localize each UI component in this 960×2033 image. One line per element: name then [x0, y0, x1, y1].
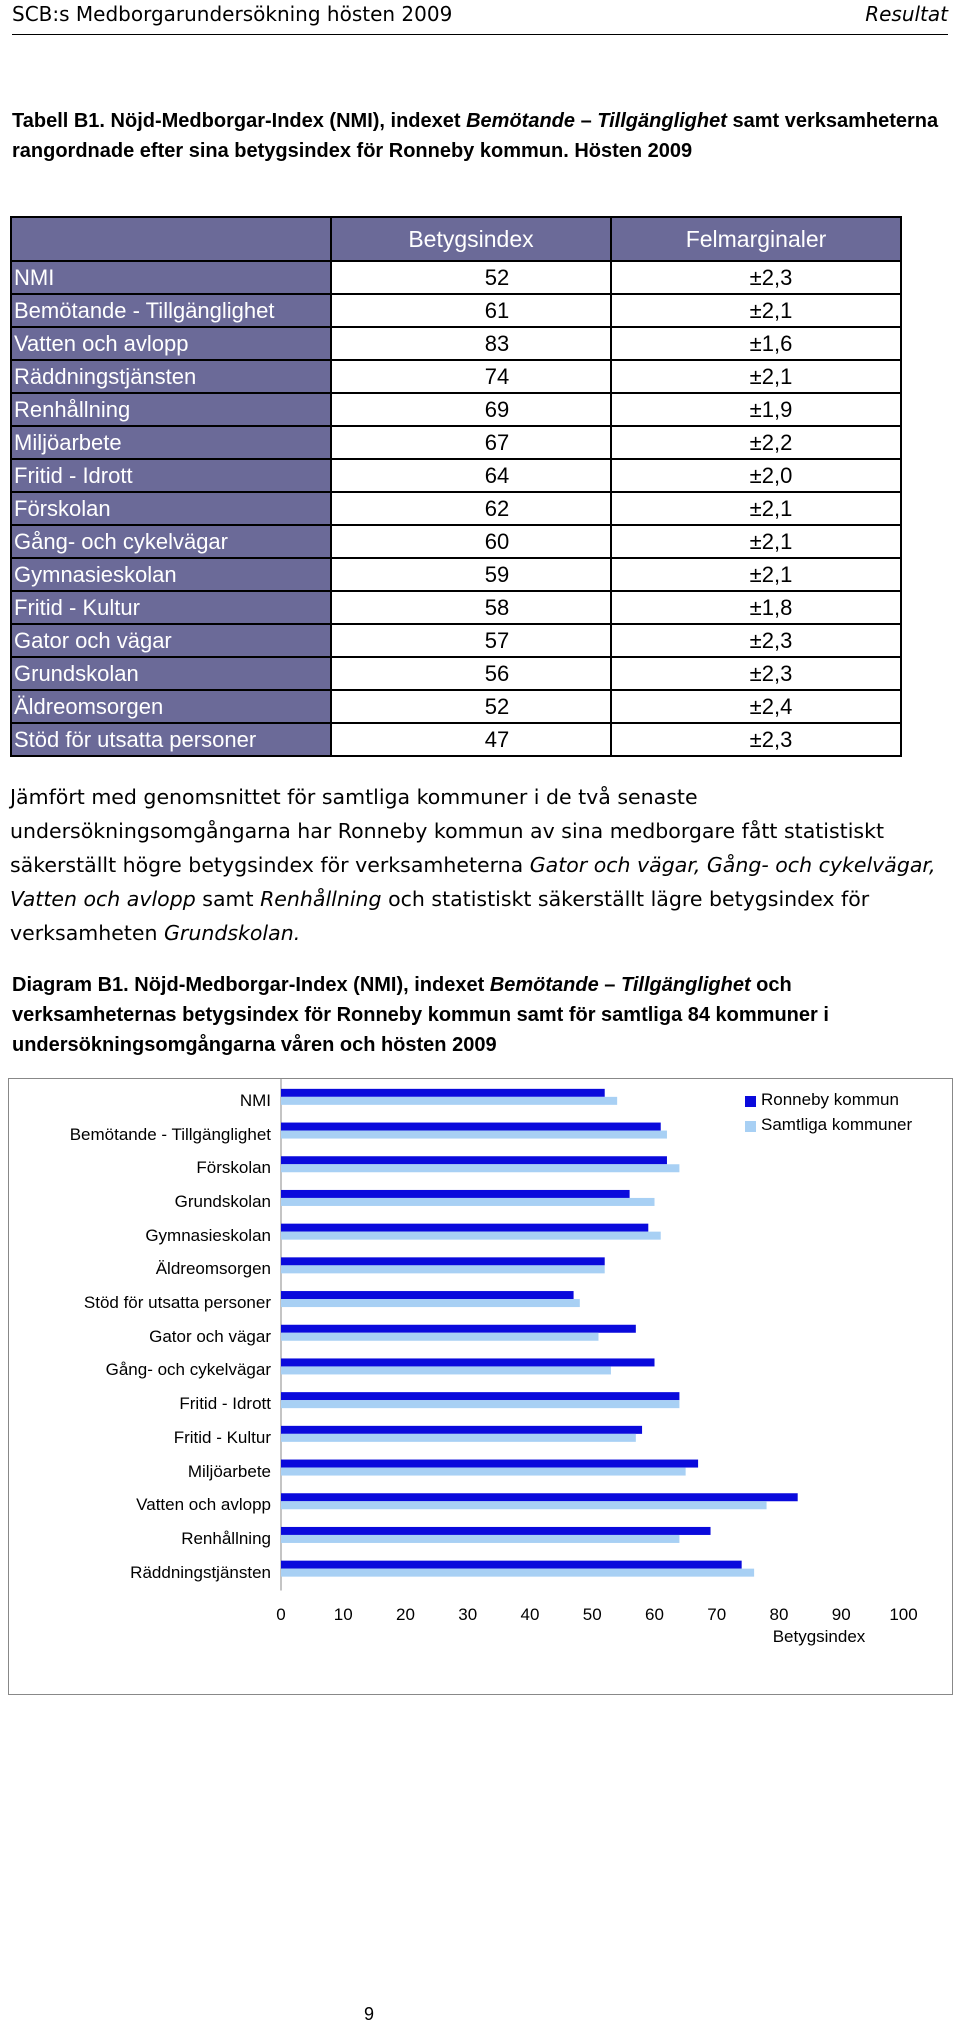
category-label: Grundskolan [174, 1191, 271, 1211]
table-row [11, 393, 901, 426]
category-label: Räddningstjänsten [130, 1562, 271, 1582]
row-index-value: 64 [331, 459, 611, 492]
bar-samtliga [281, 1366, 611, 1374]
bar-samtliga [281, 1164, 679, 1172]
row-label: Gymnasieskolan [11, 558, 331, 591]
x-tick-label: 0 [276, 1605, 286, 1624]
x-tick-label: 50 [582, 1605, 602, 1624]
row-margin-value: ±1,6 [611, 327, 901, 360]
table-row [11, 261, 901, 294]
row-label: Gång- och cykelvägar [11, 525, 331, 558]
row-margin-value: ±2,0 [611, 459, 901, 492]
row-index-value: 67 [331, 426, 611, 459]
row-margin-value: ±2,3 [611, 657, 901, 690]
table-row [11, 558, 901, 591]
bar-ronneby [281, 1460, 698, 1468]
bar-ronneby [281, 1257, 605, 1265]
comparison-paragraph: Jämfört med genomsnittet för samtliga kommuner i de två senaste undersökningsomgångarna har Ronneby kommun av sina medborgare fått statistiskt säkerställt högre betygsindex för verksamheterna Gator och vägar, Gång- och cykelvägar, Vatten och avlopp samt Renhållning och statistiskt säkerställt lägre betygsindex för verksamheten Grundskolan. [10, 785, 936, 945]
table-row [11, 492, 901, 525]
row-margin-value: ±2,1 [611, 294, 901, 327]
x-tick-label: 40 [520, 1605, 540, 1624]
bar-samtliga [281, 1468, 686, 1476]
table-header-index: Betygsindex [331, 217, 611, 261]
row-index-value: 60 [331, 525, 611, 558]
category-label: Fritid - Idrott [179, 1394, 271, 1414]
row-label: Fritid - Kultur [11, 591, 331, 624]
row-index-value: 47 [331, 723, 611, 756]
row-label: Miljöarbete [11, 426, 331, 459]
bar-ronneby [281, 1123, 661, 1131]
row-margin-value: ±2,1 [611, 525, 901, 558]
row-index-value: 69 [331, 393, 611, 426]
category-label: NMI [239, 1090, 271, 1110]
row-margin-value: ±2,4 [611, 690, 901, 723]
bar-ronneby [281, 1358, 655, 1366]
page-number: 9 [364, 2004, 375, 2024]
row-index-value: 61 [331, 294, 611, 327]
category-label: Fritid - Kultur [173, 1427, 271, 1447]
x-tick-label: 20 [396, 1605, 415, 1624]
x-tick-label: 90 [831, 1605, 851, 1624]
bar-samtliga [281, 1131, 667, 1139]
category-label: Vatten och avlopp [136, 1495, 271, 1515]
row-margin-value: ±2,3 [611, 723, 901, 756]
row-margin-value: ±1,9 [611, 393, 901, 426]
chart-svg [9, 1079, 952, 1694]
category-label: Äldreomsorgen [155, 1259, 271, 1279]
legend-label: Ronneby kommun [761, 1090, 899, 1109]
table-caption: Tabell B1. Nöjd-Medborgar-Index (NMI), indexet Bemötande – Tillgänglighet samt verksamheterna rangordnade efter sina betygsindex för Ronneby kommun. Hösten 2009 [12, 110, 939, 162]
bar-samtliga [281, 1198, 655, 1206]
row-margin-value: ±2,3 [611, 261, 901, 294]
bar-samtliga [281, 1535, 679, 1543]
table-header-blank [11, 217, 331, 261]
legend-swatch [745, 1121, 756, 1132]
category-label: Gång- och cykelvägar [105, 1360, 271, 1380]
table-row [11, 360, 901, 393]
row-label: Stöd för utsatta personer [11, 723, 331, 756]
bar-ronneby [281, 1156, 667, 1164]
row-margin-value: ±2,3 [611, 624, 901, 657]
row-index-value: 56 [331, 657, 611, 690]
row-index-value: 52 [331, 261, 611, 294]
legend-swatch [745, 1096, 756, 1107]
row-label: NMI [11, 261, 331, 294]
legend-label: Samtliga kommuner [761, 1115, 913, 1134]
table-row [11, 327, 901, 360]
row-margin-value: ±2,1 [611, 558, 901, 591]
bar-ronneby [281, 1392, 679, 1400]
row-label: Räddningstjänsten [11, 360, 331, 393]
table-header-margin: Felmarginaler [611, 217, 901, 261]
x-tick-label: 30 [458, 1605, 478, 1624]
bar-ronneby [281, 1527, 711, 1535]
row-label: Äldreomsorgen [11, 690, 331, 723]
header-section: Resultat [865, 2, 948, 26]
bar-ronneby [281, 1426, 642, 1434]
x-tick-label: 10 [333, 1605, 353, 1624]
bar-ronneby [281, 1224, 648, 1232]
row-index-value: 59 [331, 558, 611, 591]
bar-samtliga [281, 1333, 598, 1341]
category-label: Stöd för utsatta personer [83, 1293, 271, 1313]
table-row [11, 591, 901, 624]
row-index-value: 62 [331, 492, 611, 525]
bar-ronneby [281, 1325, 636, 1333]
header-report-title: SCB:s Medborgarundersökning hösten 2009 [12, 2, 453, 26]
bar-samtliga [281, 1265, 605, 1273]
x-axis-label: Betygsindex [772, 1627, 866, 1646]
x-tick-label: 80 [769, 1605, 789, 1624]
row-margin-value: ±2,2 [611, 426, 901, 459]
bar-ronneby [281, 1561, 742, 1569]
bar-samtliga [281, 1097, 617, 1105]
table-row [11, 657, 901, 690]
category-label: Förskolan [196, 1158, 271, 1178]
row-index-value: 83 [331, 327, 611, 360]
row-margin-value: ±2,1 [611, 492, 901, 525]
row-label: Gator och vägar [11, 624, 331, 657]
row-label: Bemötande - Tillgänglighet [11, 294, 331, 327]
row-index-value: 52 [331, 690, 611, 723]
ratings-table [10, 216, 902, 757]
bar-samtliga [281, 1501, 767, 1509]
table-row [11, 525, 901, 558]
bar-samtliga [281, 1400, 679, 1408]
page-header [12, 0, 948, 35]
row-label: Renhållning [11, 393, 331, 426]
bar-samtliga [281, 1232, 661, 1240]
table-row [11, 690, 901, 723]
category-label: Bemötande - Tillgänglighet [69, 1124, 271, 1144]
bar-ronneby [281, 1089, 605, 1097]
row-label: Fritid - Idrott [11, 459, 331, 492]
row-index-value: 58 [331, 591, 611, 624]
bar-samtliga [281, 1569, 754, 1577]
table-row [11, 426, 901, 459]
table-row [11, 294, 901, 327]
diagram-caption: Diagram B1. Nöjd-Medborgar-Index (NMI), indexet Bemötande – Tillgänglighet och verksamheternas betygsindex för Ronneby kommun samt för samtliga 84 kommuner i undersökningsomgångarna våren och hösten 2009 [12, 974, 829, 1056]
category-label: Miljöarbete [187, 1461, 271, 1481]
category-label: Renhållning [181, 1528, 271, 1548]
bar-chart [8, 1078, 953, 1695]
x-tick-label: 60 [645, 1605, 664, 1624]
bar-ronneby [281, 1190, 630, 1198]
category-label: Gymnasieskolan [145, 1225, 271, 1245]
bar-ronneby [281, 1493, 798, 1501]
row-label: Vatten och avlopp [11, 327, 331, 360]
row-index-value: 57 [331, 624, 611, 657]
x-tick-label: 70 [707, 1605, 727, 1624]
row-margin-value: ±1,8 [611, 591, 901, 624]
table-header-row [11, 217, 901, 261]
row-label: Grundskolan [11, 657, 331, 690]
table-row [11, 459, 901, 492]
bar-samtliga [281, 1434, 636, 1442]
bar-ronneby [281, 1291, 574, 1299]
table-row [11, 723, 901, 756]
bar-samtliga [281, 1299, 580, 1307]
row-label: Förskolan [11, 492, 331, 525]
row-index-value: 74 [331, 360, 611, 393]
row-margin-value: ±2,1 [611, 360, 901, 393]
x-tick-label: 100 [889, 1605, 918, 1624]
table-row [11, 624, 901, 657]
category-label: Gator och vägar [149, 1326, 271, 1346]
